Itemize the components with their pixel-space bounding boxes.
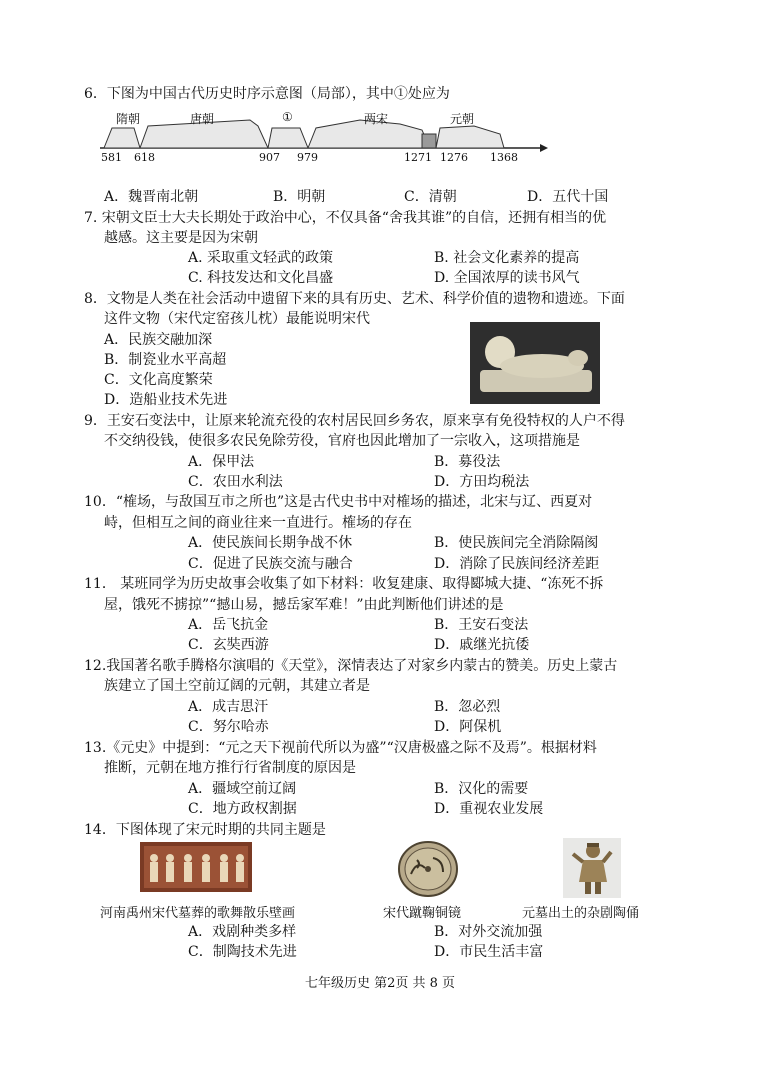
period-overlap-shape [422, 134, 436, 148]
period-unknown-label: ① [282, 110, 293, 124]
q12-option-d[interactable]: D．阿保机 [434, 719, 502, 735]
period-yuan-label: 元朝 [450, 112, 475, 126]
q13-stem-line-1: 13.《元史》中提到：“元之天下视前代所以为盛”“汉唐极盛之际不及焉”。根据材料 [84, 740, 597, 756]
porcelain-pillow-photo [470, 322, 600, 404]
timeline-diagram [100, 106, 550, 168]
q6-option-c[interactable]: C．清朝 [404, 189, 457, 205]
period-tang-label: 唐朝 [190, 112, 215, 126]
q13-option-b[interactable]: B．汉化的需要 [434, 781, 529, 797]
q9-option-d[interactable]: D．方田均税法 [434, 474, 530, 490]
period-yuan-shape [436, 126, 504, 148]
period-sui-label: 隋朝 [116, 112, 141, 126]
q9-option-a[interactable]: A．保甲法 [188, 454, 255, 470]
q10-option-b[interactable]: B．使民族间完全消除隔阂 [434, 535, 599, 551]
q6-option-b[interactable]: B．明朝 [273, 189, 326, 205]
q7-stem-line-2: 越感。这主要是因为宋朝 [104, 230, 258, 246]
q6-option-a[interactable]: A．魏晋南北朝 [104, 189, 199, 205]
q12-stem-line-2: 族建立了国土空前辽阔的元朝，其建立者是 [104, 678, 370, 694]
q8-stem-line-1: 8．文物是人类在社会活动中遗留下来的具有历史、艺术、科学价值的遗物和遗迹。下面 [84, 291, 625, 307]
q6-stem: 6．下图为中国古代历史时序示意图（局部），其中①处应为 [84, 86, 450, 102]
q7-option-b[interactable]: B. 社会文化素养的提高 [434, 250, 580, 266]
q8-option-a[interactable]: A．民族交融加深 [104, 332, 213, 348]
q12-option-a[interactable]: A．成吉思汗 [188, 699, 269, 715]
q11-option-c[interactable]: C．玄奘西游 [188, 637, 269, 653]
q14-option-d[interactable]: D．市民生活丰富 [434, 944, 544, 960]
period-unknown-shape [268, 128, 308, 148]
q7-option-d[interactable]: D. 全国浓厚的读书风气 [434, 270, 580, 286]
mural-caption: 河南禹州宋代墓葬的歌舞散乐壁画 [100, 906, 296, 921]
q9-stem-line-1: 9．王安石变法中，让原来轮流充役的农村居民回乡务农，原来享有免役特权的人户不得 [84, 413, 625, 429]
year-label: 1368 [490, 151, 518, 164]
q9-option-b[interactable]: B．募役法 [434, 454, 501, 470]
page-footer: 七年级历史 第2页 共 8 页 [304, 976, 456, 991]
q11-option-a[interactable]: A．岳飞抗金 [188, 617, 269, 633]
q8-option-c[interactable]: C．文化高度繁荣 [104, 372, 213, 388]
q14-option-c[interactable]: C．制陶技术先进 [188, 944, 297, 960]
q10-stem-line-1: 10．“榷场，与敌国互市之所也”这是古代史书中对榷场的描述，北宋与辽、西夏对 [84, 494, 593, 510]
q12-option-c[interactable]: C．努尔哈赤 [188, 719, 269, 735]
q12-stem-line-1: 12.我国著名歌手腾格尔演唱的《天堂》，深情表达了对家乡内蒙古的赞美。历史上蒙古 [84, 658, 618, 674]
q9-option-c[interactable]: C．农田水利法 [188, 474, 283, 490]
year-label: 1271 [404, 151, 432, 164]
q11-stem-line-2: 屋，饿死不掳掠”“撼山易，撼岳家军难！”由此判断他们讲述的是 [104, 597, 504, 613]
q8-option-b[interactable]: B．制瓷业水平高超 [104, 352, 227, 368]
q13-option-d[interactable]: D．重视农业发展 [434, 801, 544, 817]
q10-option-c[interactable]: C．促进了民族交流与融合 [188, 556, 353, 572]
year-label: 1276 [440, 151, 468, 164]
q13-option-c[interactable]: C．地方政权割据 [188, 801, 297, 817]
q14-stem: 14．下图体现了宋元时期的共同主题是 [84, 822, 326, 838]
q7-option-a[interactable]: A. 采取重文轻武的政策 [188, 250, 334, 266]
bronze-mirror-photo [397, 840, 459, 898]
q7-stem-line-1: 7. 宋朝文臣士大夫长期处于政治中心，不仅具备“舍我其谁”的自信，还拥有相当的优 [84, 210, 607, 226]
mirror-caption: 宋代蹴鞠铜镜 [383, 906, 462, 921]
q14-option-b[interactable]: B．对外交流加强 [434, 924, 543, 940]
year-label: 581 [101, 151, 122, 164]
q11-option-b[interactable]: B．王安石变法 [434, 617, 529, 633]
q10-stem-line-2: 峙，但相互之间的商业往来一直进行。榷场的存在 [104, 515, 412, 531]
q10-option-a[interactable]: A．使民族间长期争战不休 [188, 535, 353, 551]
period-song-label: 两宋 [364, 112, 389, 126]
year-label: 907 [259, 151, 280, 164]
q9-stem-line-2: 不交纳役钱，使很多农民免除劳役，官府也因此增加了一宗收入，这项措施是 [104, 433, 580, 449]
q8-option-d[interactable]: D．造船业技术先进 [104, 392, 228, 408]
zaju-figurine-photo [563, 838, 621, 898]
mural-photo [140, 842, 252, 892]
q8-stem-line-2: 这件文物（宋代定窑孩儿枕）最能说明宋代 [104, 311, 370, 327]
figurine-caption: 元墓出土的杂剧陶俑 [522, 906, 640, 921]
q7-option-c[interactable]: C. 科技发达和文化昌盛 [188, 270, 334, 286]
period-sui-shape [104, 128, 140, 148]
q14-option-a[interactable]: A．戏剧种类多样 [188, 924, 297, 940]
year-label: 979 [297, 151, 318, 164]
q10-option-d[interactable]: D．消除了民族间经济差距 [434, 556, 600, 572]
q12-option-b[interactable]: B．忽必烈 [434, 699, 501, 715]
q13-option-a[interactable]: A．疆域空前辽阔 [188, 781, 297, 797]
year-label: 618 [134, 151, 155, 164]
q6-option-d[interactable]: D．五代十国 [527, 189, 609, 205]
q13-stem-line-2: 推断，元朝在地方推行行省制度的原因是 [104, 760, 356, 776]
q11-option-d[interactable]: D．戚继光抗倭 [434, 637, 530, 653]
q11-stem-line-1: 11． 某班同学为历史故事会收集了如下材料：收复建康、取得郾城大捷、“冻死不拆 [84, 576, 604, 592]
